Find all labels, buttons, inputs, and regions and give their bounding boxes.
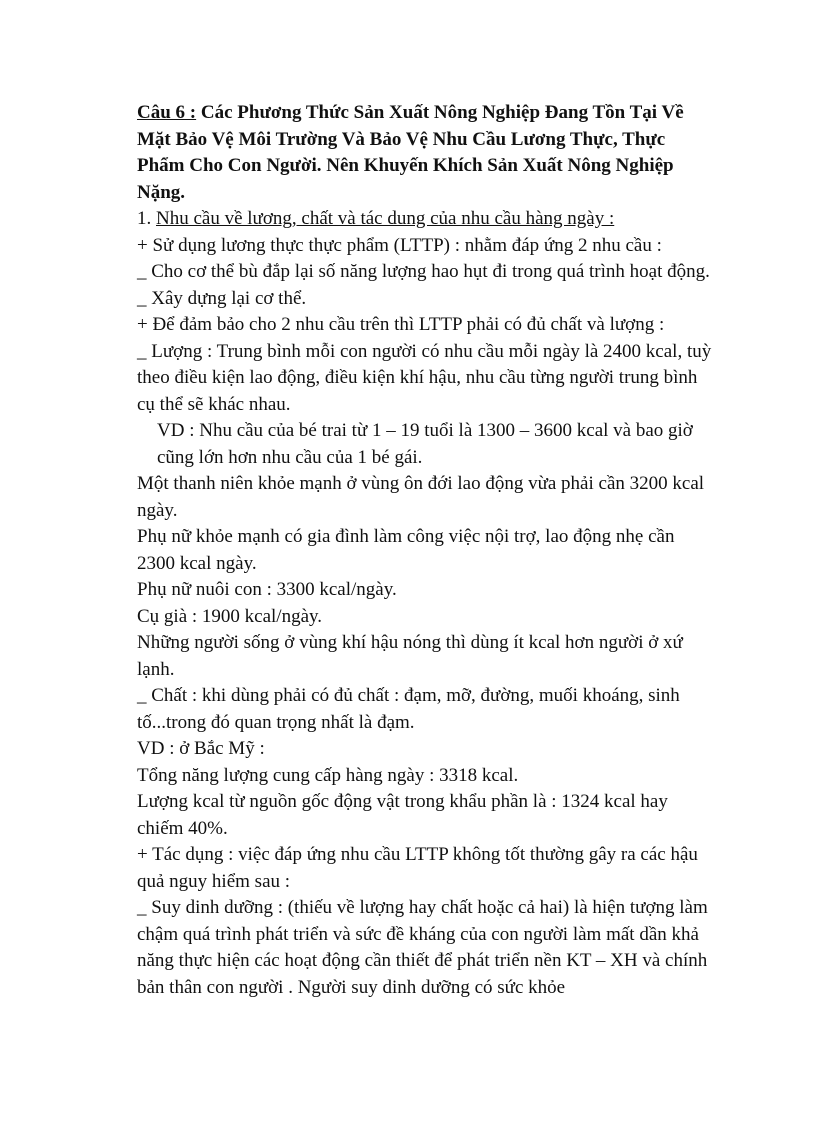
section-title: Nhu cầu về lương, chất và tác dung của nhu cầu hàng ngày : [156, 208, 615, 229]
paragraph: _ Chất : khi dùng phải có đủ chất : đạm, mỡ, đường, muối khoáng, sinh tố...trong đó quan trọng nhất là đạm. [137, 685, 680, 733]
paragraph: VD : ở Bắc Mỹ : [137, 738, 265, 759]
paragraph: + Tác dụng : việc đáp ứng nhu cầu LTTP không tốt thường gây ra các hậu quả nguy hiểm sau : [137, 844, 698, 892]
paragraph: Phụ nữ nuôi con : 3300 kcal/ngày. [137, 579, 397, 600]
paragraph: Phụ nữ khỏe mạnh có gia đình làm công việc nội trợ, lao động nhẹ cần 2300 kcal ngày. [137, 526, 675, 574]
paragraph: _ Cho cơ thể bù đắp lại số năng lượng hao hụt đi trong quá trình hoạt động. [137, 261, 710, 282]
paragraph: VD : Nhu cầu của bé trai từ 1 – 19 tuổi là 1300 – 3600 kcal và bao giờ cũng lớn hơn nhu cầu của 1 bé gái. [157, 420, 693, 468]
paragraph: Lượng kcal từ nguồn gốc động vật trong khẩu phần là : 1324 kcal hay chiếm 40%. [137, 791, 668, 839]
paragraph: Những người sống ở vùng khí hậu nóng thì dùng ít kcal hơn người ở xứ lạnh. [137, 632, 683, 680]
section-number: 1. [137, 208, 156, 229]
section-heading [137, 206, 717, 233]
question-label: Câu 6 : [137, 102, 197, 123]
question-heading [137, 100, 717, 206]
paragraph: Một thanh niên khỏe mạnh ở vùng ôn đới lao động vừa phải cần 3200 kcal ngày. [137, 473, 705, 521]
paragraph: Cụ già : 1900 kcal/ngày. [137, 605, 323, 627]
paragraph: _ Lượng : Trung bình mỗi con người có nhu cầu mỗi ngày là 2400 kcal, tuỳ theo điều kiện lao động, điều kiện khí hậu, nhu cầu từng người trung bình cụ thể sẽ khác nhau. [137, 340, 712, 415]
paragraph: + Sử dụng lương thực thực phẩm (LTTP) : nhằm đáp ứng 2 nhu cầu : [137, 234, 662, 256]
paragraph: Tổng năng lượng cung cấp hàng ngày : 3318 kcal. [137, 764, 519, 786]
question-title: Các Phương Thức Sản Xuất Nông Nghiệp Đang Tồn Tại Về Mặt Bảo Vệ Môi Trường Và Bảo Vệ Nhu Cầu Lương Thực, Thực Phẩm Cho Con Người. Nên Khuyến Khích Sản Xuất Nông Nghiệp Nặng. [137, 102, 684, 203]
document-body [137, 100, 717, 1001]
paragraph: _ Suy dinh dưỡng : (thiếu về lượng hay chất hoặc cả hai) là hiện tượng làm chậm quá trình phát triển và sức đề kháng của con người làm mất dần khả năng thực hiện các hoạt động cần thiết để phát triển nền KT – XH và chính bản thân con người . Người suy dinh dưỡng có sức khỏe [137, 897, 708, 998]
paragraph: _ Xây dựng lại cơ thể. [137, 287, 307, 309]
paragraph: + Để đảm bảo cho 2 nhu cầu trên thì LTTP phải có đủ chất và lượng : [137, 314, 665, 335]
